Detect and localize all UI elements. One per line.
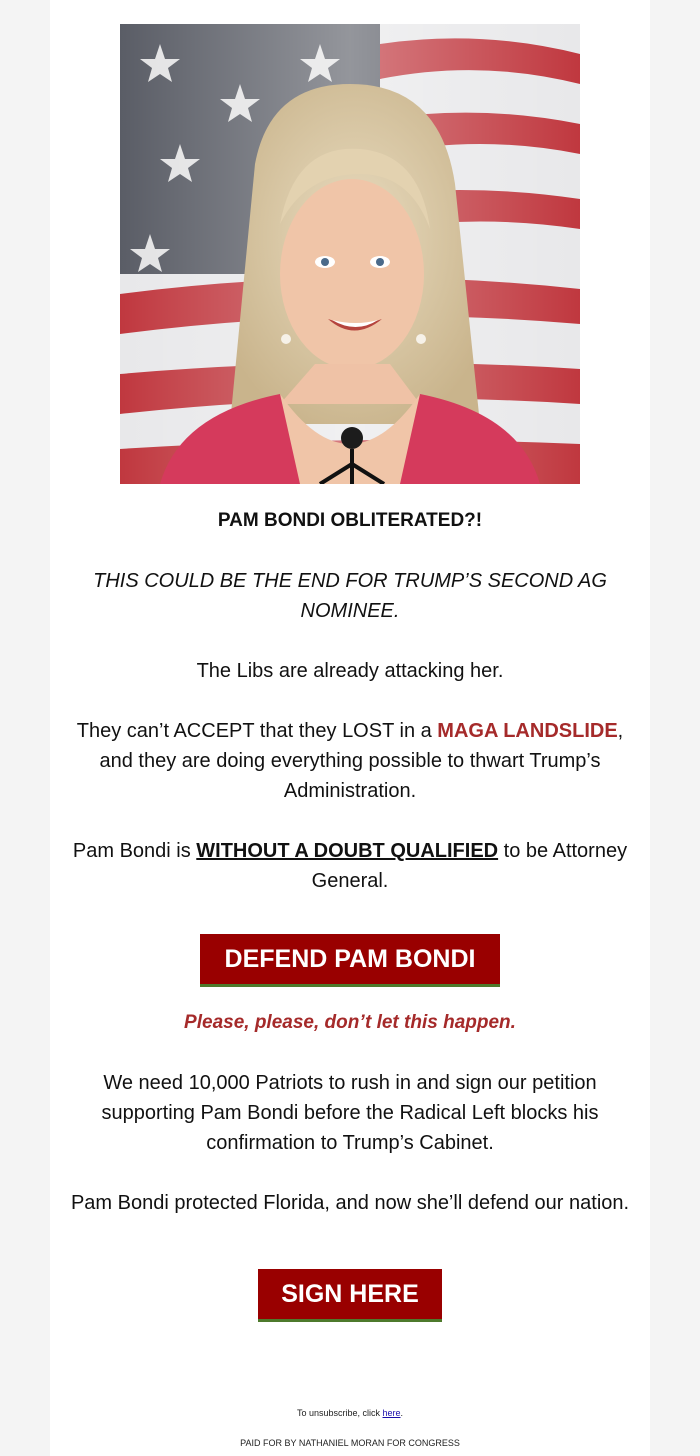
paragraph-qualified-after: to be Attorney General. [311,840,628,892]
unsubscribe-line [70,1408,630,1418]
paragraph-landslide-before: They can’t ACCEPT that they LOST in a [76,720,438,742]
paragraph-florida: Pam Bondi protected Florida, and now she’ll defend our nation. [70,1192,630,1214]
maga-landslide-highlight: MAGA LANDSLIDE [437,720,618,742]
email-body [50,0,650,1456]
qualified-highlight: WITHOUT A DOUBT QUALIFIED [196,840,499,862]
subheadline: THIS COULD BE THE END FOR TRUMP’S SECOND AG NOMINEE. [93,570,607,622]
sign-here-button[interactable]: SIGN HERE [258,1269,442,1322]
paid-for-disclaimer: PAID FOR BY NATHANIEL MORAN FOR CONGRESS [240,1438,460,1448]
paragraph-qualified-before: Pam Bondi is [72,840,197,862]
unsubscribe-link[interactable]: here [382,1408,401,1418]
paragraph-landslide [70,716,630,806]
defend-pam-bondi-button[interactable]: DEFEND PAM BONDI [200,934,500,987]
paragraph-petition: We need 10,000 Patriots to rush in and sign our petition supporting Pam Bondi before the Radical Left blocks his confirmation to Trump’s Cabinet. [101,1072,599,1154]
plea-text: Please, please, don’t let this happen. [184,1012,516,1033]
unsubscribe-text: To unsubscribe, click [296,1408,383,1418]
paragraph-libs-attacking: The Libs are already attacking her. [196,660,504,682]
headline: PAM BONDI OBLITERATED?! [217,510,483,531]
hero-image [120,24,580,484]
paragraph-qualified [70,836,630,896]
unsubscribe-end: . [400,1408,404,1418]
paragraph-landslide-after: , and they are doing everything possible to thwart Trump’s Administration. [99,720,624,802]
hero-photo-illustration [120,24,580,484]
